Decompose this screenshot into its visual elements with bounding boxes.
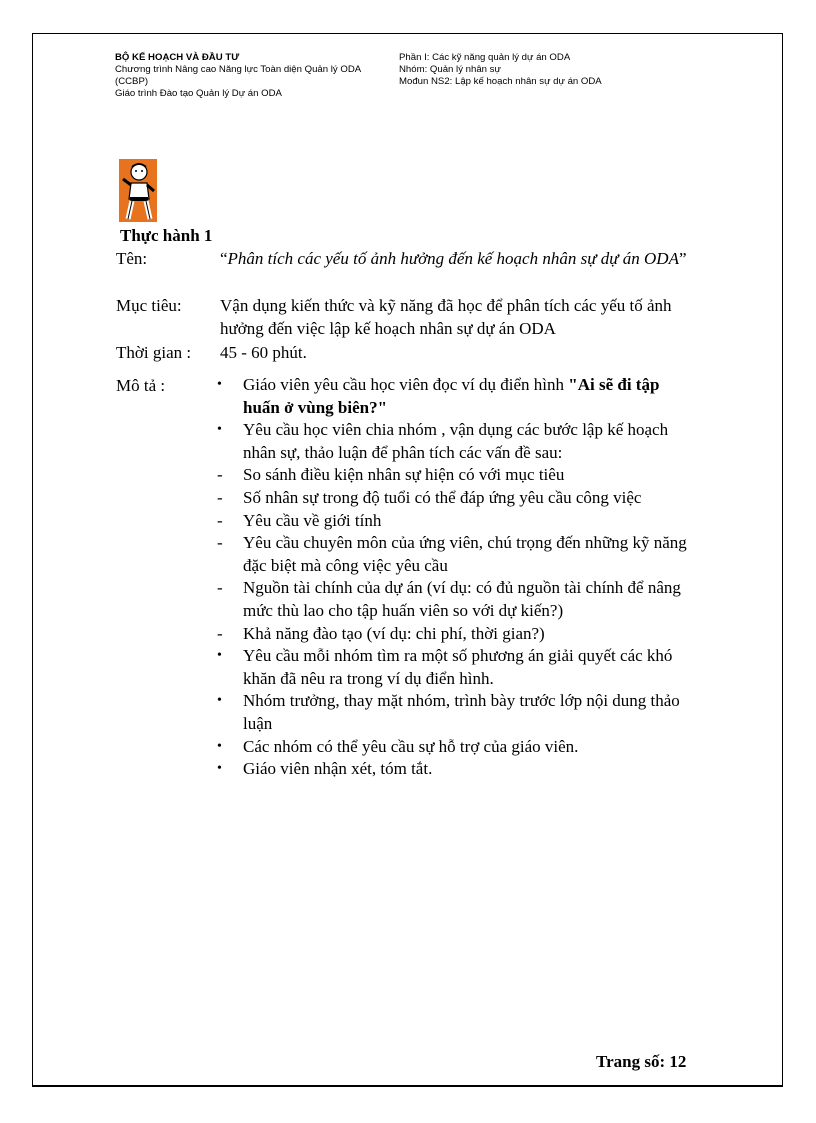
name-label: Tên: bbox=[116, 249, 148, 268]
description-label: Mô tả : bbox=[116, 376, 166, 395]
bullet-marker: • bbox=[217, 761, 222, 777]
bullet-marker: • bbox=[217, 738, 222, 754]
list-item: - Số nhân sự trong độ tuổi có thể đáp ứng yêu cầu công việc bbox=[217, 487, 697, 510]
header-module: Mođun NS2: Lập kế hoạch nhân sự dự án ODA bbox=[399, 76, 602, 87]
dash-marker: - bbox=[217, 623, 223, 643]
bullet-marker: • bbox=[217, 422, 222, 438]
header-ministry: BỘ KẾ HOẠCH VÀ ĐẦU TƯ bbox=[115, 52, 240, 63]
list-item: • Yêu cầu học viên chia nhóm , vận dụng các bước lập kế hoạch nhân sự, thảo luận để phân tích các vấn đề sau: bbox=[217, 420, 669, 462]
header-left bbox=[115, 52, 385, 100]
list-item: - Yêu cầu về giới tính bbox=[217, 510, 697, 533]
bullet-marker: • bbox=[217, 648, 222, 664]
bullet-marker: • bbox=[217, 377, 222, 392]
list-item: • Yêu cầu mỗi nhóm tìm ra một số phương án giải quyết các khó khăn đã nêu ra trong ví dụ điển hình. bbox=[217, 646, 673, 688]
exercise-title: Thực hành 1 bbox=[120, 226, 213, 245]
time-label: Thời gian : bbox=[116, 343, 192, 362]
header-part: Phần I: Các kỹ năng quản lý dự án ODA bbox=[399, 52, 571, 63]
list-item: • Các nhóm có thể yêu cầu sự hỗ trợ của giáo viên. bbox=[217, 736, 697, 759]
list-item: • Giáo viên yêu cầu học viên đọc ví dụ điển hình "Ai sẽ đi tập huấn ở vùng biên?" bbox=[217, 375, 660, 417]
karate-figure-icon bbox=[119, 159, 157, 222]
list-item: - Nguồn tài chính của dự án (ví dụ: có đủ nguồn tài chính để nâng mức thù lao cho tập huấn viên so với dự kiến?) bbox=[217, 578, 681, 620]
time-value: 45 - 60 phút. bbox=[220, 343, 307, 362]
page-number: Trang số: 12 bbox=[596, 1052, 687, 1071]
dash-marker: - bbox=[217, 465, 223, 485]
name-value: “Phân tích các yếu tố ảnh hưởng đến kế hoạch nhân sự dự án ODA” bbox=[220, 249, 687, 268]
dash-marker: - bbox=[217, 487, 223, 507]
dash-marker: - bbox=[217, 510, 223, 530]
header-program: Chương trình Nâng cao Năng lực Toàn diện Quản lý ODA (CCBP) bbox=[115, 64, 361, 87]
list-item: • Nhóm trưởng, thay mặt nhóm, trình bày trước lớp nội dung thảo luận bbox=[217, 691, 680, 733]
objective-label: Mục tiêu: bbox=[116, 296, 182, 315]
list-item: - So sánh điều kiện nhân sự hiện có với mục tiêu bbox=[217, 464, 697, 487]
list-item: • Giáo viên nhận xét, tóm tắt. bbox=[217, 758, 697, 781]
dash-marker: - bbox=[217, 533, 223, 553]
header-right bbox=[399, 52, 729, 88]
objective-value: Vận dụng kiến thức và kỹ năng đã học để phân tích các yếu tố ảnh hưởng đến việc lập kế hoạch nhân sự dự án ODA bbox=[220, 296, 672, 338]
dash-marker: - bbox=[217, 578, 223, 598]
bullet-marker: • bbox=[217, 693, 222, 709]
header-group: Nhóm: Quản lý nhân sự bbox=[399, 64, 501, 75]
description-list bbox=[217, 374, 697, 781]
header-curriculum: Giáo trình Đào tạo Quản lý Dự án ODA bbox=[115, 88, 282, 99]
list-item: - Khả năng đào tạo (ví dụ: chi phí, thời gian?) bbox=[217, 623, 697, 646]
list-item: - Yêu cầu chuyên môn của ứng viên, chú trọng đến những kỹ năng đặc biệt mà công việc yêu cầu bbox=[217, 533, 687, 575]
